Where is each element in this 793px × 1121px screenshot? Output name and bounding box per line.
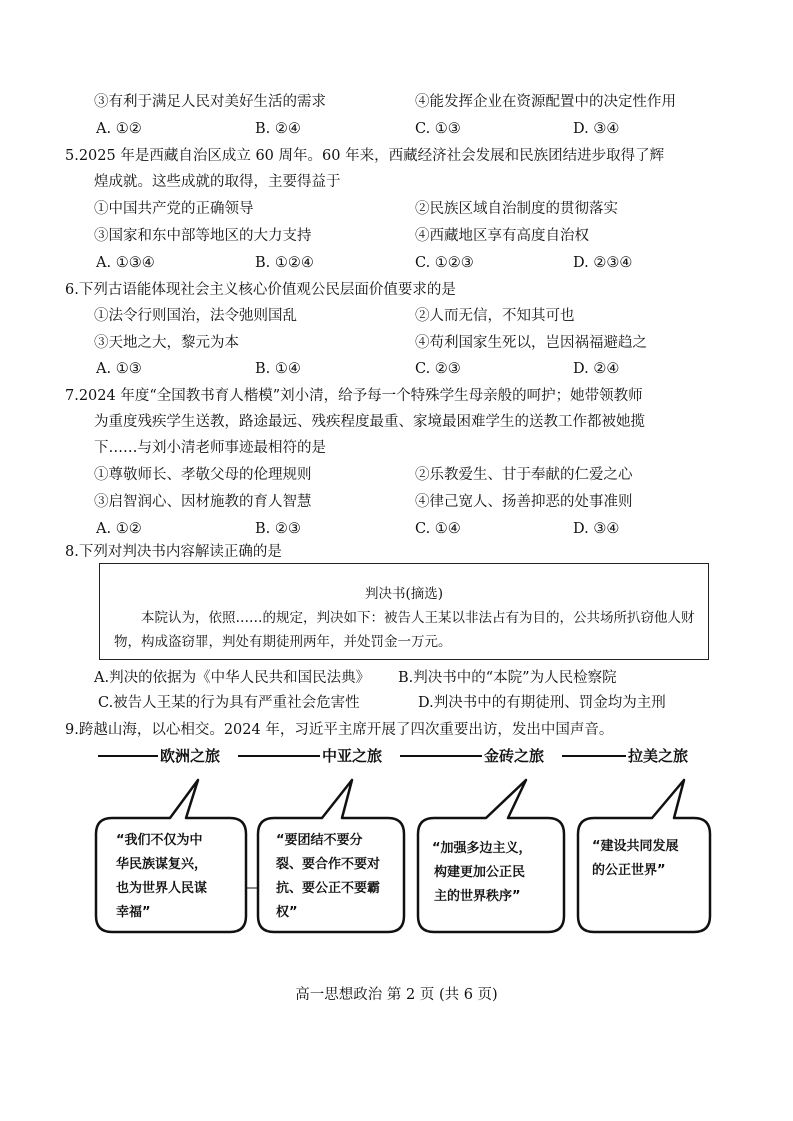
q8-option-b: B.判决书中的“本院”为人民检察院: [398, 670, 617, 686]
journey-latin-america: 拉美之旅: [628, 747, 689, 765]
q7-option-c: C. ①④: [415, 521, 461, 537]
bubble-2-line-1: “要团结不要分: [276, 833, 363, 848]
q5-option-a: A. ①③④: [96, 255, 155, 271]
q7-item-3: ③启智润心、因材施教的育人智慧: [94, 494, 312, 510]
bubble-1-line-2: 华民族谋复兴，: [116, 857, 208, 872]
judgment-body: 本院认为，依照……的规定，判决如下：被告人王某以非法占有为目的，公共场所扒窃他人财物，构成盗窃罪，判处有期徒刑两年，并处罚金一万元。: [114, 610, 695, 650]
bubble-4-line-2: 的公正世界”: [592, 863, 666, 878]
speech-bubble-central-asia: [258, 818, 404, 932]
page-footer: 高一思想政治 第 2 页 (共 6 页): [295, 987, 498, 1003]
q6-item-1: ①法令行则国治，法令弛则国乱: [94, 308, 297, 324]
q6-stem: 6.下列古语能体现社会主义核心价值观公民层面价值要求的是: [65, 282, 456, 298]
q6-option-a: A. ①③: [96, 361, 142, 377]
bubble-4-line-1: “建设共同发展: [592, 839, 679, 854]
bubble-3-line-1: “加强多边主义，: [432, 841, 532, 856]
q4-option-d: D. ③④: [573, 121, 620, 137]
speech-bubble-brics: [418, 818, 564, 932]
q6-item-4: ④苟利国家生死以，岂因祸福避趋之: [415, 335, 647, 351]
q7-item-2: ②乐教爱生、甘于奉献的仁爱之心: [415, 467, 633, 483]
q7-item-4: ④律己宽人、扬善抑恶的处事准则: [415, 494, 633, 510]
q6-option-d: D. ②④: [573, 361, 620, 377]
q7-stem-line-1: 7.2024 年度“全国教书育人楷模”刘小清，给予每一个特殊学生母亲般的呵护；她带领教师: [65, 388, 643, 404]
q6-item-3: ③天地之大，黎元为本: [94, 335, 239, 351]
q5-option-c: C. ①②③: [415, 255, 474, 271]
bubble-2-line-3: 抗、要公正不要霸: [276, 881, 381, 896]
bubble-1-line-3: 也为世界人民谋: [116, 881, 208, 896]
q4-option-c: C. ①③: [415, 121, 461, 137]
q8-stem: 8.下列对判决书内容解读正确的是: [65, 544, 282, 560]
q9-stem: 9.跨越山海，以心相交。2024 年，习近平主席开展了四次重要出访，发出中国声音。: [65, 722, 614, 738]
bubble-3-line-3: 主的世界秩序”: [434, 889, 521, 904]
journey-central-asia: 中亚之旅: [322, 747, 383, 765]
q4-item-3: ③有利于满足人民对美好生活的需求: [94, 94, 326, 110]
q7-item-1: ①尊敬师长、孝敬父母的伦理规则: [94, 467, 312, 483]
q7-option-d: D. ③④: [573, 521, 620, 537]
journey-brics: 金砖之旅: [484, 747, 545, 765]
q4-option-b: B. ②④: [255, 121, 301, 137]
q7-stem-line-2: 为重度残疾学生送教，路途最远、残疾程度最重、家境最困难学生的送教工作都被她揽: [94, 414, 645, 430]
q7-stem-line-3: 下……与刘小清老师事迹最相符的是: [94, 440, 326, 456]
judgment-title: 判决书(摘选): [364, 586, 444, 602]
q6-item-2: ②人而无信，不知其可也: [415, 308, 575, 324]
bubble-3-line-2: 构建更加公正民: [434, 865, 526, 880]
q6-option-c: C. ②③: [415, 361, 461, 377]
q5-option-b: B. ①②④: [255, 255, 314, 271]
q5-stem-line-2: 煌成就。这些成就的取得，主要得益于: [94, 174, 341, 190]
bubble-1-line-4: 幸福”: [116, 905, 151, 920]
q5-item-2: ②民族区域自治制度的贯彻落实: [415, 201, 618, 217]
q5-item-3: ③国家和东中部等地区的大力支持: [94, 228, 312, 244]
q4-option-a: A. ①②: [96, 121, 142, 137]
q5-stem-line-1: 5.2025 年是西藏自治区成立 60 周年。60 年来，西藏经济社会发展和民族团结进步取得了辉: [65, 148, 665, 164]
bubble-1-line-1: “我们不仅为中: [116, 833, 203, 848]
q7-option-b: B. ②③: [255, 521, 301, 537]
q4-item-4: ④能发挥企业在资源配置中的决定性作用: [415, 94, 676, 110]
q8-option-a: A.判决的依据为《中华人民共和国民法典》: [94, 670, 371, 686]
q5-item-4: ④西藏地区享有高度自治权: [415, 228, 589, 244]
q8-option-c: C.被告人王某的行为具有严重社会危害性: [98, 695, 360, 711]
q6-option-b: B. ①④: [255, 361, 301, 377]
q5-item-1: ①中国共产党的正确领导: [94, 201, 254, 217]
q8-option-d: D.判决书中的有期徒刑、罚金均为主刑: [418, 695, 666, 711]
q5-option-d: D. ②③④: [573, 255, 633, 271]
journey-europe: 欧洲之旅: [160, 747, 221, 765]
speech-bubble-latin-america: [578, 818, 710, 932]
q7-option-a: A. ①②: [96, 521, 142, 537]
speech-bubble-europe: [96, 818, 246, 932]
bubble-2-line-4: 权”: [276, 905, 298, 920]
bubble-2-line-2: 裂、要合作不要对: [276, 857, 381, 872]
